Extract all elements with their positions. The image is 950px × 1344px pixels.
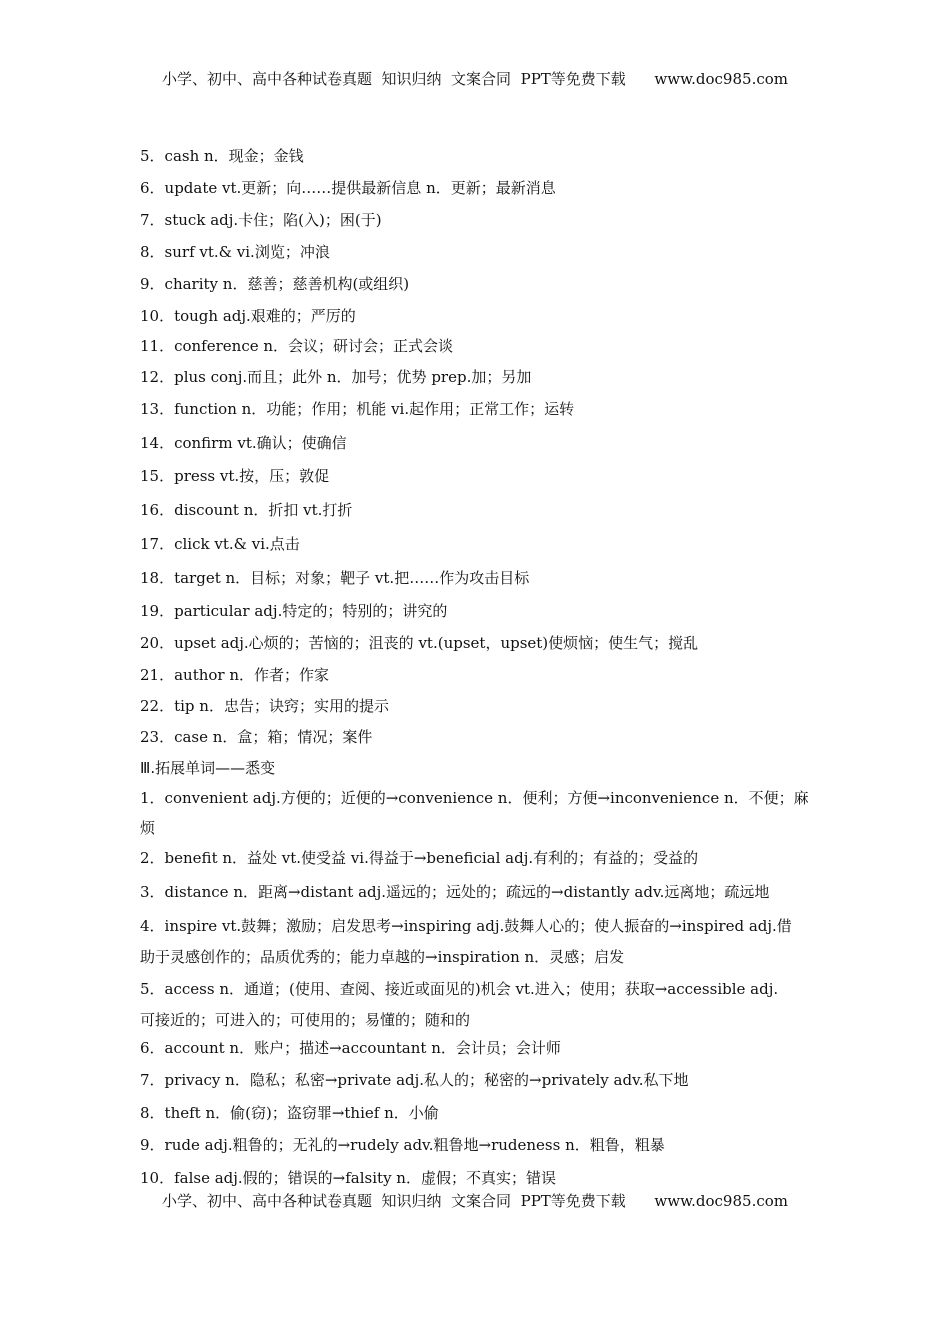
expand-item-3: 3．distance n．距离→distant adj.遥远的；远处的；疏远的→distantly adv.远离地；疏远地: [140, 883, 770, 901]
expand-item-2: 2．benefit n．益处 vt.使受益 vi.得益于→beneficial adj.有利的；有益的；受益的: [140, 849, 699, 867]
vocab-item-15: 15．press vt.按，压；敦促: [140, 467, 330, 485]
expand-item-5: 5．access n．通道；(使用、查阅、接近或面见的)机会 vt.进入；使用；获取→accessible adj.: [140, 980, 779, 998]
section-title: Ⅲ.拓展单词——悉变: [140, 759, 276, 777]
expand-item-6: 6．account n．账户；描述→accountant n．会计员；会计师: [140, 1039, 561, 1057]
vocab-item-16: 16．discount n．折扣 vt.打折: [140, 501, 353, 519]
vocab-item-9: 9．charity n．慈善；慈善机构(或组织): [140, 275, 410, 293]
expand-item-1-continuation: 烦: [140, 819, 156, 837]
vocab-item-20: 20．upset adj.心烦的；苦恼的；沮丧的 vt.(upset，upset)使烦恼；使生气；搅乱: [140, 634, 699, 652]
expand-item-4-continuation: 助于灵感创作的；品质优秀的；能力卓越的→inspiration n．灵感；启发: [140, 948, 625, 966]
expand-item-1: 1．convenient adj.方便的；近便的→convenience n．便利；方便→inconvenience n．不便；麻: [140, 789, 809, 807]
vocab-item-17: 17．click vt.& vi.点击: [140, 535, 300, 553]
expand-item-10: 10．false adj.假的；错误的→falsity n．虚假；不真实；错误: [140, 1169, 556, 1187]
vocab-item-6: 6．update vt.更新；向……提供最新信息 n．更新；最新消息: [140, 179, 556, 197]
vocab-item-18: 18．target n．目标；对象；靶子 vt.把……作为攻击目标: [140, 569, 530, 587]
vocab-item-21: 21．author n．作者；作家: [140, 666, 330, 684]
vocab-item-13: 13．function n．功能；作用；机能 vi.起作用；正常工作；运转: [140, 400, 575, 418]
vocab-item-23: 23．case n．盒；箱；情况；案件: [140, 728, 373, 746]
expand-item-4: 4．inspire vt.鼓舞；激励；启发思考→inspiring adj.鼓舞人心的；使人振奋的→inspired adj.借: [140, 917, 792, 935]
vocab-item-7: 7．stuck adj.卡住；陷(入)；困(于): [140, 211, 382, 229]
vocab-item-8: 8．surf vt.& vi.浏览；冲浪: [140, 243, 330, 261]
vocab-item-10: 10．tough adj.艰难的；严厉的: [140, 307, 356, 325]
vocab-item-22: 22．tip n．忠告；诀窍；实用的提示: [140, 697, 389, 715]
vocab-item-11: 11．conference n．会议；研讨会；正式会谈: [140, 337, 454, 355]
expand-item-5-continuation: 可接近的；可进入的；可使用的；易懂的；随和的: [140, 1011, 471, 1029]
page-footer: 小学、初中、高中各种试卷真题 知识归纳 文案合同 PPT等免费下载 www.doc985.com: [161, 1192, 788, 1210]
vocab-item-14: 14．confirm vt.确认；使确信: [140, 434, 347, 452]
expand-item-7: 7．privacy n．隐私；私密→private adj.私人的；秘密的→privately adv.私下地: [140, 1071, 689, 1089]
page-header: 小学、初中、高中各种试卷真题 知识归纳 文案合同 PPT等免费下载 www.doc985.com: [161, 70, 788, 88]
vocab-item-5: 5．cash n．现金；金钱: [140, 147, 304, 165]
expand-item-9: 9．rude adj.粗鲁的；无礼的→rudely adv.粗鲁地→rudeness n．粗鲁，粗暴: [140, 1136, 665, 1154]
expand-item-8: 8．theft n．偷(窃)；盗窃罪→thief n．小偷: [140, 1104, 439, 1122]
vocab-item-19: 19．particular adj.特定的；特别的；讲究的: [140, 602, 448, 620]
vocab-item-12: 12．plus conj.而且；此外 n．加号；优势 prep.加；另加: [140, 368, 532, 386]
